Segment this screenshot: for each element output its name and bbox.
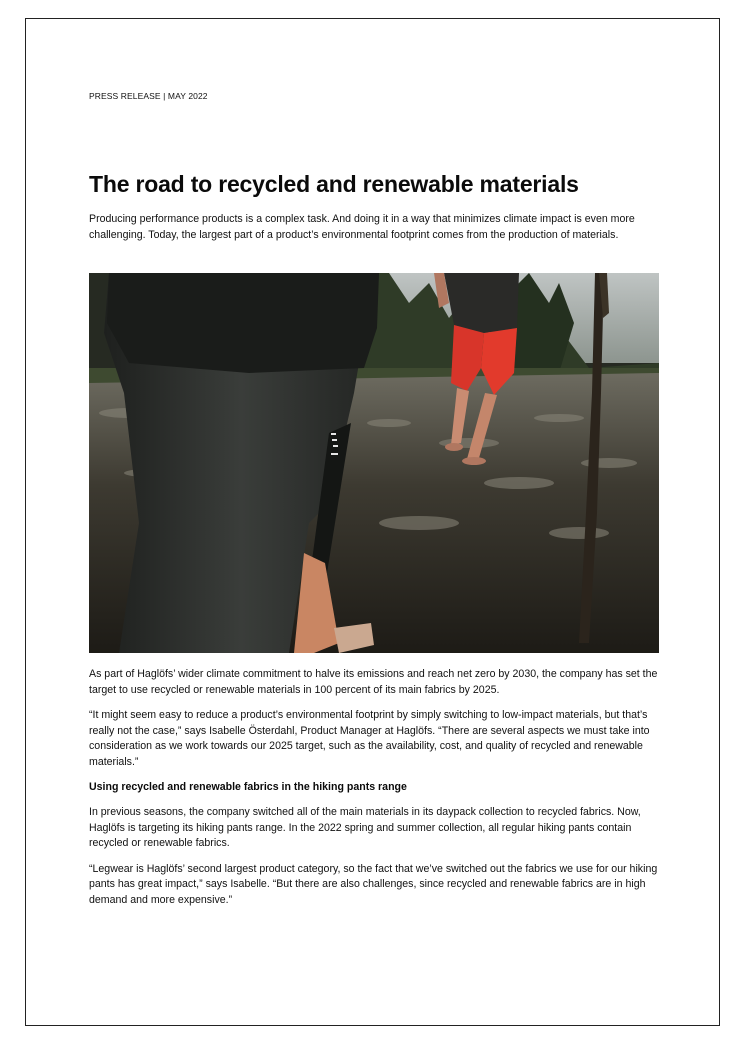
hikers-river-photo-icon — [89, 273, 659, 653]
article-title: The road to recycled and renewable materials — [89, 171, 579, 197]
body-paragraph-4: “Legwear is Haglöfs’ second largest product category, so the fact that we’ve switched out the fabrics we use for our hiking pants has great impact,” says Isabelle. “But there are also challenges, since recycled and renewable fabrics are in high demand and more expensive.” — [89, 862, 658, 906]
article-photo — [89, 273, 659, 653]
intro-paragraph: Producing performance products is a complex task. And doing it in a way that minimizes climate impact is even more challenging. Today, the largest part of a product’s environmental footprint comes from the production of materials. — [89, 213, 635, 241]
section-subheading: Using recycled and renewable fabrics in the hiking pants range — [89, 781, 407, 793]
body-paragraph-3: In previous seasons, the company switched all of the main materials in its daypack collection to recycled fabrics. Now, Haglöfs is targeting its hiking pants range. In the 2022 spring and summer collection, all regular hiking pants contain recycled or renewable fabrics. — [89, 806, 641, 849]
document-page — [25, 18, 720, 1026]
body-paragraph-2: “It might seem easy to reduce a product’s environmental footprint by simply switching to low-impact materials, but that’s really not the case,” says Isabelle Österdahl, Product Manager at Haglöfs. “There are several aspects we must take into consideration as we work towards our 2025 target, such as the availability, cost, and quality of recycled and renewable materials.” — [89, 709, 650, 768]
body-text — [89, 667, 659, 918]
press-release-kicker: PRESS RELEASE | MAY 2022 — [89, 91, 208, 101]
body-paragraph-1: As part of Haglöfs’ wider climate commitment to halve its emissions and reach net zero by 2030, the company has set the target to use recycled or renewable materials in 100 percent of its main fabrics by 2025. — [89, 668, 658, 696]
